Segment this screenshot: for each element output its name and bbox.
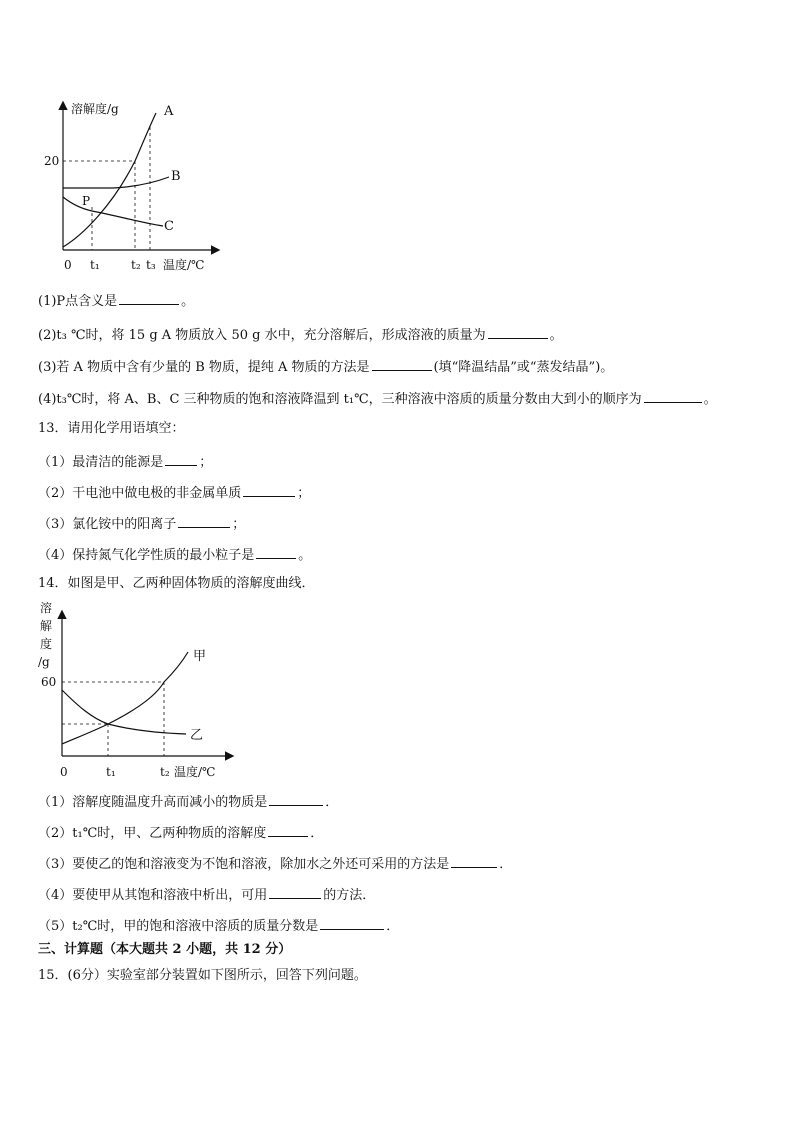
q13-item-4: （4）保持氮气化学性质的最小粒子是 。 <box>38 545 311 564</box>
q13-item-3: （3）氯化铵中的阳离子 ； <box>38 514 245 533</box>
x-tick-t2: t₂ <box>160 765 170 779</box>
x-tick-t2: t₂ <box>131 258 141 272</box>
q14-item-4: （4）要使甲从其饱和溶液中析出，可用 的方法． <box>38 885 375 904</box>
x-tick-t1: t₁ <box>106 765 116 779</box>
x-tick-t3: t₃ <box>146 258 156 272</box>
q14-item-1: （1）溶解度随温度升高而减小的物质是 ． <box>38 792 338 811</box>
answer-blank[interactable] <box>243 483 295 497</box>
answer-blank[interactable] <box>451 854 497 868</box>
y-label-char-3: 度 <box>40 637 53 651</box>
q12-part-2: (2)t₃ ℃时，将 15 g A 物质放入 50 g 水中，充分溶解后，形成溶液的质量为 。 <box>38 325 563 344</box>
solubility-chart-1 <box>38 95 228 280</box>
q14-item-2: （2）t₁℃时，甲、乙两种物质的溶解度 ． <box>38 823 323 842</box>
curve-a <box>63 113 156 247</box>
y-label-char-1: 溶 <box>40 601 53 615</box>
q13-item-1: （1）最清洁的能源是 ； <box>38 452 212 471</box>
answer-blank[interactable] <box>488 325 548 339</box>
answer-blank[interactable] <box>644 389 702 403</box>
q12-part-4: (4)t₃℃时，将 A、B、C 三种物质的饱和溶液降温到 t₁℃，三种溶液中溶质的质量分数由大到小的顺序为 。 <box>38 389 717 408</box>
answer-blank[interactable] <box>178 514 230 528</box>
answer-blank[interactable] <box>269 792 323 806</box>
q13-item-2: （2）干电池中做电极的非金属单质 ； <box>38 483 310 502</box>
curve-label-b: B <box>171 169 181 184</box>
y-label-char-2: 解 <box>40 619 53 633</box>
q13-stem: 13．请用化学用语填空： <box>38 421 185 436</box>
q15-stem: 15．(6分）实验室部分装置如下图所示，回答下列问题。 <box>38 968 367 983</box>
y-tick-20: 20 <box>44 154 60 168</box>
q12-part-3: (3)若 A 物质中含有少量的 B 物质，提纯 A 物质的方法是 (填“降温结晶”或“蒸发结晶”)。 <box>38 357 613 376</box>
answer-blank[interactable] <box>320 916 384 930</box>
origin-label: 0 <box>64 258 72 272</box>
x-axis-label: 温度/℃ <box>174 765 216 779</box>
answer-blank[interactable] <box>256 545 296 559</box>
answer-blank[interactable] <box>165 452 197 466</box>
curve-yi <box>62 690 186 734</box>
q14-stem: 14．如图是甲、乙两种固体物质的溶解度曲线． <box>38 576 315 591</box>
y-tick-60: 60 <box>41 675 57 689</box>
answer-blank[interactable] <box>268 823 308 837</box>
origin-label: 0 <box>60 765 68 779</box>
q14-item-3: （3）要使乙的饱和溶液变为不饱和溶液，除加水之外还可采用的方法是 ． <box>38 854 512 873</box>
answer-blank[interactable] <box>372 357 432 371</box>
curve-label-a: A <box>164 104 174 119</box>
point-label-p: P <box>82 194 91 208</box>
curve-label-c: C <box>164 219 174 234</box>
curve-label-jia: 甲 <box>193 649 207 664</box>
q12-part-1: (1)P点含义是 。 <box>38 291 194 310</box>
x-axis-label: 温度/℃ <box>163 258 205 272</box>
curve-b <box>63 177 169 188</box>
x-tick-t1: t₁ <box>90 258 100 272</box>
curve-label-yi: 乙 <box>190 728 204 743</box>
solubility-chart-2 <box>36 598 236 783</box>
y-axis-label: 溶解度/g <box>71 102 119 116</box>
answer-blank[interactable] <box>119 291 179 305</box>
q14-item-5: （5）t₂℃时，甲的饱和溶液中溶质的质量分数是 ． <box>38 916 399 935</box>
curve-jia <box>62 652 188 744</box>
answer-blank[interactable] <box>269 885 321 899</box>
y-label-char-4: /g <box>38 655 50 669</box>
curve-c <box>63 197 163 226</box>
section-3-heading: 三、计算题（本大题共 2 小题，共 12 分） <box>38 942 292 957</box>
